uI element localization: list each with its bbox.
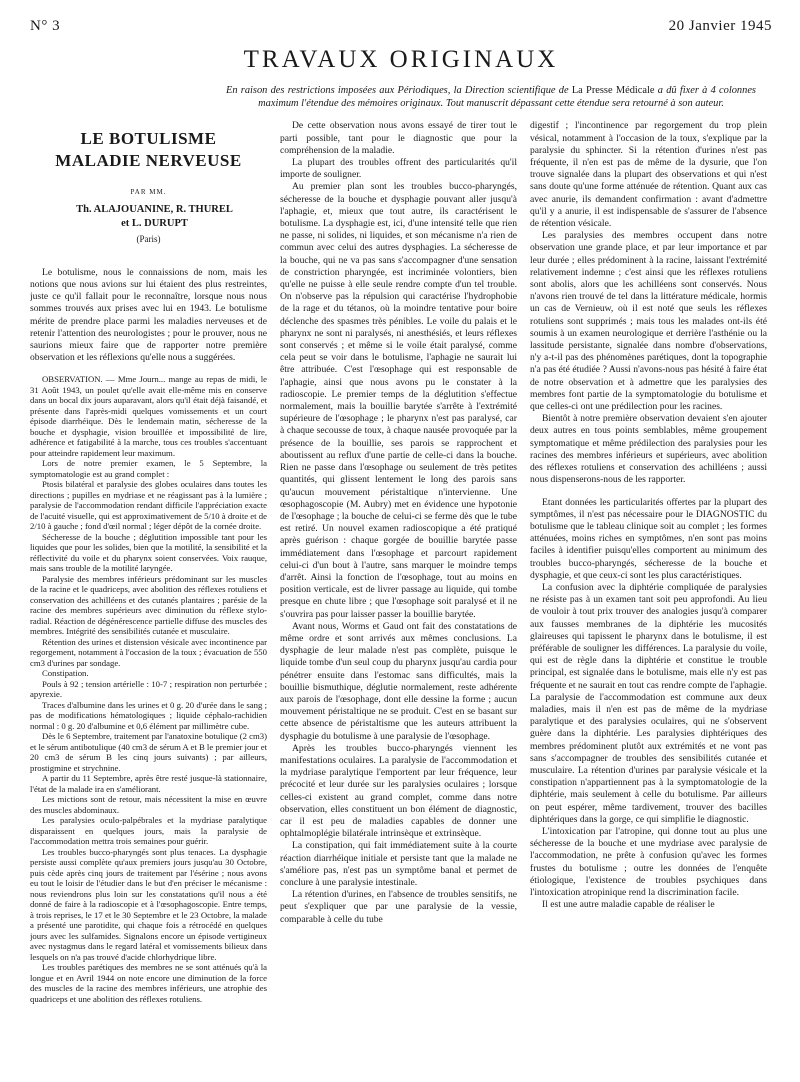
body-paragraph: La plupart des troubles offrent des particularités qu'il importe de souligner.	[280, 157, 517, 181]
observation-paragraph: A partir du 11 Septembre, après être resté jusque-là stationnaire, l'état de la malade ira en s'améliorant.	[30, 773, 267, 794]
observation-paragraph: OBSERVATION. — Mme Journ... mange au repas de midi, le 31 Août 1943, un poulet qu'elle avait elle-même mis en conserve dans un bocal dix jours auparavant, alors qu'il était déjà faisandé, et présente dans l'après-midi quelques vomissements et un court épisode diarrhéique. Dès le lendemain matin, sécheresse de la bouche et dysphagie, vision brouillée et impossibilité de lire, adhérence et fatigabilité à la marche, tous ces troubles s'accentuant pour atteindre rapidement leur maximum.	[30, 374, 267, 458]
observation-paragraph: Rétention des urines et distension vésicale avec incontinence par regorgement, notamment à l'occasion de la toux ; évacuation de 550 cm3 d'urines par sondage.	[30, 636, 267, 668]
byline-authors-line1: Th. ALAJOUANINE, R. THUREL	[76, 203, 233, 215]
column-2	[280, 120, 517, 1050]
article-title	[30, 128, 267, 172]
editorial-note-part3: a dû fixer à 4 colonnes maximum l'étendue des mémoires originaux. Tout manuscrit dépassant cette étendue sera retourné à son auteur.	[258, 85, 756, 110]
column-1	[30, 120, 267, 1050]
observation-paragraph: Dès le 6 Septembre, traitement par l'anatoxine botulique (2 cm3) et le sérum antibotulique (40 cm3 de sérum A et B le premier jour et 20 cm3 de sérum B les cinq jours suivants) ; par ailleurs, prostigmine et strychnine.	[30, 731, 267, 773]
page-number: N° 3	[30, 18, 61, 34]
body-paragraph: digestif ; l'incontinence par regorgement du trop plein vésical, notamment à l'occasion de la toux, s'explique par la paralysie du sphincter. Si la rétention d'urines n'est pas fréquente, il n'en est pas de même de la dysurie, que l'on trouve signalée dans la plupart des observations et qui n'est sans doute qu'une forme atténuée de rétention. Quant aux cas avec anurie, ils demandent confirmation : avant d'admettre qu'il y a anurie, il est indispensable de s'assurer de l'absence de rétention vésicale.	[530, 120, 767, 230]
article-title-line2: MALADIE NERVEUSE	[55, 151, 242, 171]
observation-paragraph: Ptosis bilatéral et paralysie des globes oculaires dans toutes les directions ; pupilles en mydriase et ne réagissant pas à la lumière ; paralysie de l'accommodation rendant difficile l'appréciation exacte de l'acuité visuelle, qui est approximativement de 5/10 à droite et de 2/10 à gauche ; fond d'œil normal ; léger dépôt de la cornée droite.	[30, 479, 267, 532]
body-paragraph: Avant nous, Worms et Gaud ont fait des constatations de même ordre et sont arrivés aux mêmes conclusions. La dysphagie de leur malade n'est pas complète, puisque le liquide tombe d'un seul coup du pharynx jusqu'au cardia pour pénétrer ensuite dans l'estomac sans difficultés, mais la bouillie bismuthique, déglutie normalement, reste adhérente aux parois de l'œsophage, dont elle dessine la forme ; aucun mouvement péristaltique ne se produit. C'est en se basant sur cette absence de péristaltisme que les auteurs attribuent la dysphagie du botulisme à une paralysie de l'œsophage.	[280, 620, 517, 742]
column-3	[530, 120, 767, 1050]
byline-place: (Paris)	[136, 233, 161, 244]
article-title-line1: LE BOTULISME	[80, 129, 217, 149]
observation-paragraph: Les paralysies oculo-palpébrales et la mydriase paralytique disparaissent en quelques jours, mais la paralysie de l'accommodation mettra trois semaines pour guérir.	[30, 815, 267, 847]
body-paragraph: L'intoxication par l'atropine, qui donne tout au plus une sécheresse de la bouche et une mydriase avec paralysie de l'accommodation, ne prête à confusion qu'avec les formes frustes du botulisme ; outre les données de l'enquête étiologique, l'existence de troubles psychiques dans l'intoxication atropinique rend la discrimination facile.	[530, 825, 767, 898]
body-paragraph: Il est une autre maladie capable de réaliser le	[542, 899, 715, 911]
body-paragraph: La confusion avec la diphtérie compliquée de paralysies ne résiste pas à un examen tant soit peu approfondi. Au lieu de vouloir à tout prix trouver des analogies jusqu'à comparer aux fausses membranes de la diphtérie les mucosités glaireuses qui tapissent le pharynx dans le botulisme, il est préférable de souligner les différences. La paralysie du voile, qui est de règle dans la diphtérie et constitue le trouble principal, est signalée dans le botulisme, mais elle n'y est pas fréquente et ne saurait en tout cas rendre compte de l'aphagie. La paralysie de l'accommodation est commune aux deux maladies, mais il n'en est pas de même de la mydriase paralytique et des paralysies oculaires, qui ne s'observent guère dans la diphtérie. Les paralysies diphtériques des membres prédominent plutôt aux extrémités et ne vont pas sans s'accompagner de troubles des sensibilités cutanée et musculaire. La rétention d'urines par paralysie vésicale et la constipation n'appartiennent pas à la symptomatologie de la diphtérie, mais seulement à celle du botulisme. Par ailleurs on peut espérer, même tardivement, trouver des bacilles diphtériques dans la gorge, ce qui simplifie le diagnostic.	[530, 581, 767, 825]
running-head	[30, 18, 772, 40]
journal-name: La Presse Médicale	[571, 85, 655, 96]
body-paragraph: Au premier plan sont les troubles bucco-pharyngés, sécheresse de la bouche et dysphagie pouvant aller jusqu'à l'aphagie, et, mieux que tout autre, ils caractérisent le botulisme. La dysphagie est, ici, d'une intensité telle que rien ne passe, ni solides, ni liquides, et son mécanisme n'a rien de commun avec celui des autres dysphagies. La sécheresse de la bouche, qui ne va pas sans s'accompagner d'une sensation de constriction pharyngée, est incriminée volontiers, bien qu'elle ne puisse à elle seule rendre compte d'un tel trouble. On n'observe pas la répulsion qui caractérise l'hydrophobie de la rage et du tétanos, où la moindre tentative pour boire déclenche des spasmes très pénibles. Le voile du palais et le pharynx ne sont ni paralysés, ni anesthésiés, et leurs réflexes sont conservés ; et même si le voile était paralysé, comme cela peut se voir dans le botulisme, l'aphagie ne saurait lui être attribuée. C'est l'œsophage qui est responsable de l'aphagie, ainsi que nous avons pu le constater à la radioscopie. Le premier temps de la déglutition s'effectue normalement, mais la bouillie barytée s'arrête à l'extrémité supérieure de l'œsophage ; le pharynx n'est pas paralysé, car à chaque secousse de toux, à chaque nausée provoquée par la présence de la bouillie, ses parois se rapprochent et aboutissent au reflux d'une partie de celle-ci dans la bouche. Rien ne passe dans l'œsophage ou seulement de très petites quantités, qui glissent lentement le long des parois sans qu'aucun mouvement péristaltique n'intervienne. Une œsophagoscopie (M. Aubry) met en évidence une hypotonie de l'œsophage ; la bouche de celui-ci se ferme dès que le tube est retiré. Un nouvel examen radioscopique a été pratiqué après guérison : chaque gorgée de bouillie barytée passe immédiatement dans l'œsophage et parcourt rapidement celui-ci d'un bout à l'autre, sans marquer le moindre temps d'arrêt. Ainsi la fonction de l'œsophage, tout au moins en position verticale, est de livrer passage au liquide, qui tombe presque en chute libre ; que l'œsophage soit paralysé et il ne s'ouvrira pas pour laisser passer la bouillie barytée.	[280, 181, 517, 620]
observation-paragraph: Lors de notre premier examen, le 5 Septembre, la symptomatologie est au grand complet :	[30, 458, 267, 479]
issue-date: 20 Janvier 1945	[668, 18, 772, 34]
observation-paragraph: Les troubles parétiques des membres ne se sont atténués qu'à la longue et en Avril 1944 on note encore une diminution de la force des muscles de la racine des membres inférieurs, une atrophie des quadriceps et une abolition des réflexes rotuliens.	[30, 962, 267, 1004]
body-paragraph: La constipation, qui fait immédiatement suite à la courte réaction diarrhéique initiale et persiste tant que la malade ne s'améliore pas, n'est pas un symptôme banal et permet de conclure à une paralysie intestinale.	[280, 840, 517, 888]
byline-par: PAR MM.	[130, 188, 167, 197]
section-title: TRAVAUX ORIGINAUX	[243, 46, 559, 73]
body-paragraph: Les paralysies des membres occupent dans notre observation une grande place, et par leur importance et par leur durée ; elles prédominent à la racine, laissant l'extrémité relativement indemne ; c'est ainsi que les réflexes rotuliens sont abolis, alors que les achilléens sont conservés. Nous n'avons rien trouvé de tel dans la littérature médicale, hormis un cas de Vernieuw, où il est noté que seuls les réflexes rotuliens sont supprimés ; mais tous les malades ont-ils été soumis à un examen neurologique et derrière l'asthénie ou la lassitude persistante, signalée dans nombre d'observations, n'y a-t-il pas des phénomènes parétiques, dont la topographie n'a pas été étudiée ? Aussi n'avons-nous pas hésité à faire état de notre observation et à admettre que les paralysies des membres font partie de la symptomatologie du botulisme et que celles-ci ont une prédilection pour les racines.	[530, 230, 767, 413]
body-paragraph: La rétention d'urines, en l'absence de troubles sensitifs, ne peut s'expliquer que par une paralysie de la vessie, comparable à celle du tube	[280, 889, 517, 925]
body-paragraph: Après les troubles bucco-pharyngés viennent les manifestations oculaires. La paralysie de l'accommodation et la mydriase paralytique l'emportent par leur fréquence, leur précocité et leur durée sur les paralysies oculaires ; lorsque celles-ci existent au grand complet, comme dans notre observation, elles constituent un bon élément de diagnostic, car il est peu de maladies capables de donner une ophtalmoplégie bilatérale intrinsèque et extrinsèque.	[280, 742, 517, 840]
byline-authors-line2: et L. DURUPT	[121, 217, 188, 229]
observation-paragraph: Traces d'albumine dans les urines et 0 g. 20 d'urée dans le sang ; pas de modifications hématologiques ; liquide céphalo-rachidien normal : 0 g. 20 d'albumine et 0,6 élément par millimètre cube.	[30, 699, 267, 731]
observation-paragraph: Constipation.	[42, 668, 89, 679]
editorial-note	[226, 84, 756, 110]
observation-paragraph: Les mictions sont de retour, mais nécessitent la mise en œuvre des muscles abdominaux.	[30, 794, 267, 815]
observation-paragraph: Sécheresse de la bouche ; déglutition impossible tant pour les liquides que pour les solides, bien que la motilité, la sensibilité et la réflectivité du voile et du pharynx soient conservées. Voix rauque, mais sans trouble de la motilité laryngée.	[30, 531, 267, 574]
editorial-note-part1: En raison des restrictions imposées aux Périodiques, la Direction scientifique de	[226, 85, 569, 96]
article-columns	[30, 120, 772, 1050]
body-paragraph: Bientôt à notre première observation devaient s'en ajouter deux autres en tous points semblables, même groupement symptomatique et même prédilection des paralysies pour les racines des membres inférieurs et supérieurs, avec abolition des réflexes rotuliens et conservation des achilléens ; aussi nous dispenserons-nous de les rapporter.	[530, 413, 767, 486]
body-paragraph: De cette observation nous avons essayé de tirer tout le parti possible, tant pour le diagnostic que pour la compréhension de la maladie.	[280, 120, 517, 156]
observation-paragraph: Les troubles bucco-pharyngés sont plus tenaces. La dysphagie persiste aussi complète qu'aux premiers jours jusqu'au 30 Octobre, puis cède après cinq jours de traitement par l'ésérine ; nous avons eu tout le loisir de l'étudier dans le but d'en préciser le mécanisme : nous reviendrons plus loin sur les constatations qu'il nous a été donné de faire à la radioscopie et à l'œsophagoscopie. Entre temps, à trois reprises, le 17 et le 30 Septembre et le 23 Octobre, la malade a présenté une parotidite, qui chaque fois a rétrocédé en quelques jours avec les sulfamides. Signalons encore un épisode vertigineux avec nystagmus dans le regard latéral et vomissements bilieux dans lesquels on n'a pas trouvé d'acide chlorhydrique libre.	[30, 846, 267, 962]
observation-paragraph: Paralysie des membres inférieurs prédominant sur les muscles de la racine et le quadriceps, avec abolition des réflexes rotuliens et conservation des achilléens et des cutanés plantaires ; parésie de la racine des membres supérieurs avec diminution du réflexe stylo-radial. Réaction de dégénérescence partielle diffuse des muscles des membres. Intégrité des sensibilités cutanée et musculaire.	[30, 573, 267, 637]
observation-paragraph: Pouls à 92 ; tension artérielle : 10-7 ; respiration non perturbée ; apyrexie.	[30, 678, 267, 700]
intro-paragraph: Le botulisme, nous le connaissions de nom, mais les notions que nous avions sur lui étaient des plus restreintes, juste ce qu'il fallait pour le reconnaître, lorsque nous nous sommes trouvés aux prises avec lui en 1943. Le botulisme mérite de prendre place parmi les maladies nerveuses et de retenir l'attention des neurologistes ; pour le prouver, nous ne saurions mieux faire que de rapporter notre première observation et les réflexions qu'elle nous a suggérées.	[30, 266, 267, 364]
body-paragraph: Etant données les particularités offertes par la plupart des symptômes, il n'est pas nécessaire pour le DIAGNOSTIC du botulisme que le tableau clinique soit au complet ; les formes atténuées, moins riches en symptômes, n'en sont pas moins faciles à identifier puisqu'elles comportent au minimum des troubles bucco-pharyngés, sécheresse de la bouche et dysphagie, et que ceux-ci sont les plus caractéristiques.	[530, 496, 767, 581]
